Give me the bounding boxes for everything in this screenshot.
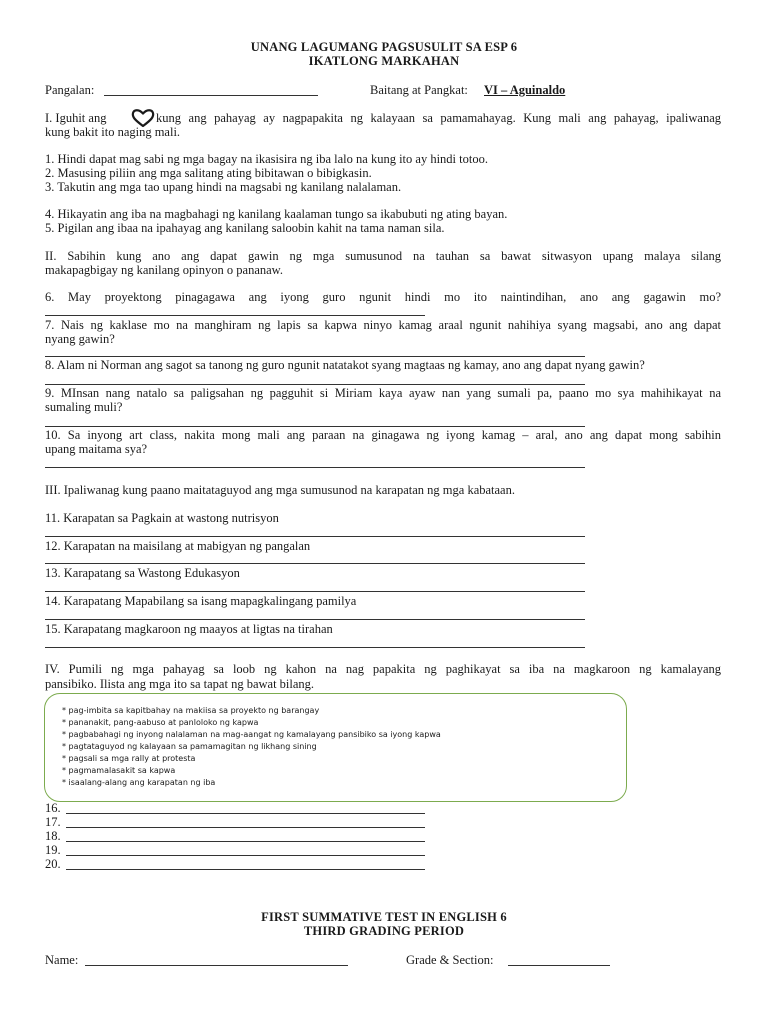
name-answer-line[interactable] bbox=[104, 95, 318, 96]
answer-number-17: 17. bbox=[45, 815, 61, 829]
answer-line-7[interactable] bbox=[45, 356, 585, 357]
answer-line-18[interactable] bbox=[66, 841, 425, 842]
part3-item: 15. Karapatang magkaroon ng maayos at ligtas na tirahan bbox=[45, 622, 333, 636]
part2-instruction: II. Sabihin kung ano ang dapat gawin ng mga sumusunod na tauhan sa bawat sitwasyon upang malaya silang bbox=[45, 249, 721, 263]
answer-line-20[interactable] bbox=[66, 869, 425, 870]
part4-instruction-end: pansibiko. Ilista ang mga ito sa tapat ng bawat bilang. bbox=[45, 677, 315, 691]
answer-line-6[interactable] bbox=[45, 315, 425, 316]
answer-line-16[interactable] bbox=[66, 813, 425, 814]
question-9-end: sumaling muli? bbox=[45, 400, 123, 414]
document-title: UNANG LAGUMANG PAGSUSULIT SA ESP 6 bbox=[250, 40, 518, 54]
question-8: 8. Alam ni Norman ang sagot sa tanong ng guro ngunit natatakot syang magtaas ng kamay, ano ang dapat nyang gawin? bbox=[45, 358, 645, 372]
english-test-title: FIRST SUMMATIVE TEST IN ENGLISH 6 bbox=[261, 910, 507, 924]
english-name-label: Name: bbox=[45, 953, 79, 967]
english-test-subtitle: THIRD GRADING PERIOD bbox=[303, 924, 465, 938]
answer-line-13[interactable] bbox=[45, 591, 585, 592]
choice-item: * isaalang-alang ang karapatan ng iba bbox=[62, 778, 216, 787]
part1-item: 4. Hikayatin ang iba na magbahagi ng kanilang kaalaman tungo sa ikabubuti ng ating bayan. bbox=[45, 207, 508, 221]
answer-line-15[interactable] bbox=[45, 647, 585, 648]
part2-instruction-end: makapagbigay ng kanilang opinyon o pananaw. bbox=[45, 263, 284, 277]
document-subtitle: IKATLONG MARKAHAN bbox=[308, 54, 460, 68]
answer-line-17[interactable] bbox=[66, 827, 425, 828]
answer-line-12[interactable] bbox=[45, 563, 585, 564]
part4-instruction: IV. Pumili ng mga pahayag sa loob ng kahon na nag papakita ng paghikayat sa iba na magkaroon ng kamalayang bbox=[45, 662, 721, 676]
part1-item: 1. Hindi dapat mag sabi ng mga bagay na ikasisira ng iba lalo na kung ito ay hindi totoo. bbox=[45, 152, 488, 166]
part3-item: 11. Karapatan sa Pagkain at wastong nutrisyon bbox=[45, 511, 279, 525]
question-10-end: upang maitama sya? bbox=[45, 442, 148, 456]
answer-number-20: 20. bbox=[45, 857, 61, 871]
choice-item: * pagsali sa mga rally at protesta bbox=[62, 754, 196, 763]
part3-instruction: III. Ipaliwanag kung paano maitataguyod ang mga sumusunod na karapatan ng mga kabataan. bbox=[45, 483, 515, 497]
question-9: 9. MInsan nang natalo sa paligsahan ng pagguhit si Miriam kaya ayaw nan yang sumali pa, paano mo sya mahihikayat na bbox=[45, 386, 721, 400]
question-7-end: nyang gawin? bbox=[45, 332, 115, 346]
question-10: 10. Sa inyong art class, nakita mong mali ang paraan na ginagawa ng iyong kamag – aral, ano ang dapat mong sabihin bbox=[45, 428, 721, 442]
part3-item: 12. Karapatan na maisilang at mabigyan ng pangalan bbox=[45, 539, 311, 553]
english-grade-section-label: Grade & Section: bbox=[406, 953, 494, 967]
part3-item: 14. Karapatang Mapabilang sa isang mapagkalingang pamilya bbox=[45, 594, 357, 608]
english-grade-section-line[interactable] bbox=[508, 965, 610, 966]
part1-instruction-end: kung bakit ito naging mali. bbox=[45, 125, 181, 139]
answer-number-19: 19. bbox=[45, 843, 61, 857]
choice-item: * pag-imbita sa kapitbahay na makiisa sa proyekto ng barangay bbox=[62, 706, 320, 715]
choice-item: * pananakit, pang-aabuso at panloloko ng kapwa bbox=[62, 718, 259, 727]
question-7: 7. Nais ng kaklase mo na manghiram ng lapis sa kapwa ninyo kamag araal ngunit nahihiya syang magsabi, ano ang dapat bbox=[45, 318, 721, 332]
part1-instruction-rest: kung ang pahayag ay nagpapakita ng kalayaan sa pamamahayag. Kung mali ang pahayag, ipaliwanag bbox=[156, 111, 721, 125]
choice-item: * pagtataguyod ng kalayaan sa pamamagitan ng likhang sining bbox=[62, 742, 317, 751]
part1-instruction-start: I. Iguhit ang bbox=[45, 111, 107, 125]
grade-section-label: Baitang at Pangkat: bbox=[370, 83, 468, 97]
choice-item: * pagbabahagi ng inyong nalalaman na mag-aangat ng kamalayang pansibiko sa iyong kapwa bbox=[62, 730, 441, 739]
part1-item: 3. Takutin ang mga tao upang hindi na magsabi ng kanilang nalalaman. bbox=[45, 180, 402, 194]
english-name-line[interactable] bbox=[85, 965, 348, 966]
answer-line-11[interactable] bbox=[45, 536, 585, 537]
answer-line-10[interactable] bbox=[45, 467, 585, 468]
answer-line-19[interactable] bbox=[66, 855, 425, 856]
part1-item: 2. Masusing piliin ang mga salitang ating bibitawan o bibigkasin. bbox=[45, 166, 372, 180]
part3-item: 13. Karapatang sa Wastong Edukasyon bbox=[45, 566, 240, 580]
answer-line-8[interactable] bbox=[45, 384, 585, 385]
part1-item: 5. Pigilan ang ibaa na ipahayag ang kanilang saloobin kahit na tama naman sila. bbox=[45, 221, 445, 235]
answer-number-16: 16. bbox=[45, 801, 61, 815]
name-label: Pangalan: bbox=[45, 83, 95, 97]
grade-section-value: VI – Aguinaldo bbox=[484, 83, 566, 97]
answer-line-9[interactable] bbox=[45, 426, 585, 427]
question-6: 6. May proyektong pinagagawa ang iyong guro ngunit hindi mo ito naintindihan, ano ang gagawin mo? bbox=[45, 290, 721, 304]
choice-item: * pagmamalasakit sa kapwa bbox=[62, 766, 176, 775]
answer-line-14[interactable] bbox=[45, 619, 585, 620]
answer-number-18: 18. bbox=[45, 829, 61, 843]
